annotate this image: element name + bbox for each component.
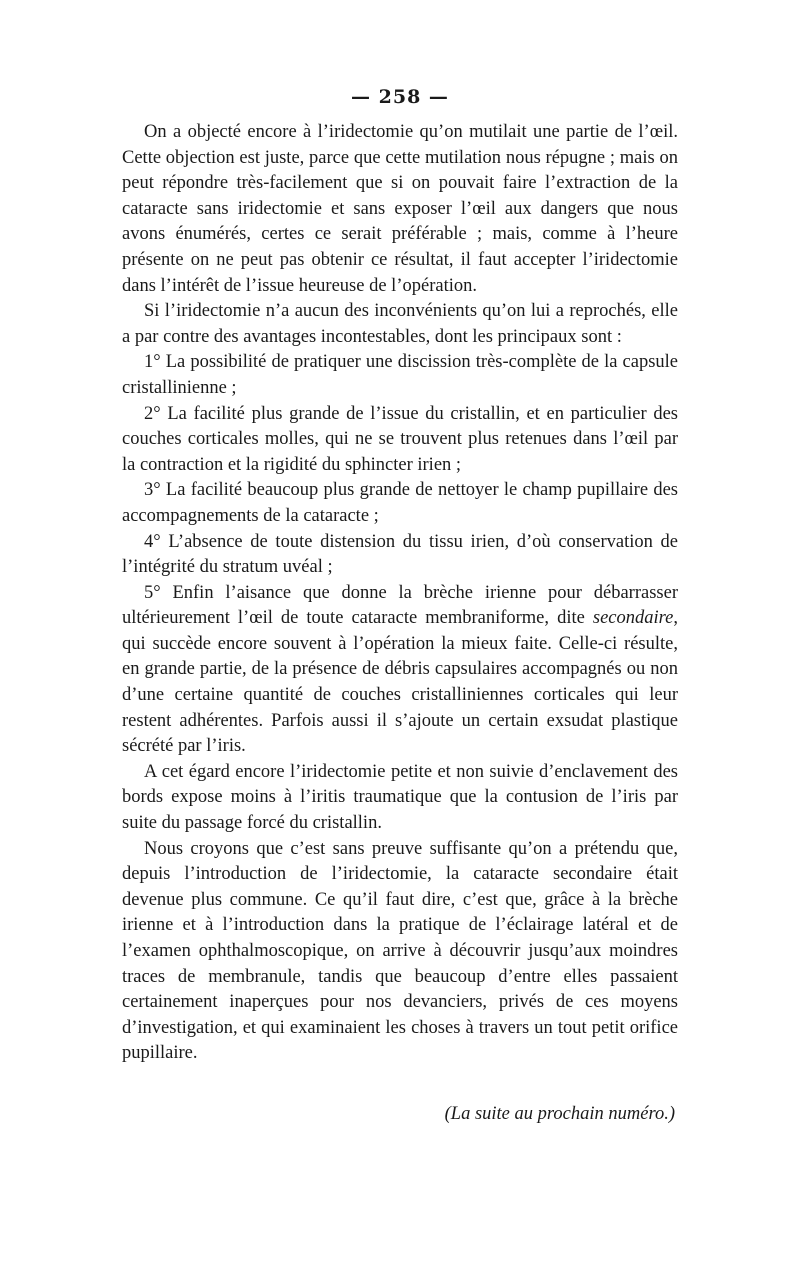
- body-text: [122, 120, 678, 1067]
- list-item-3: 3° La facilité beaucoup plus grande de nettoyer le champ pupillaire des accompagnements de la cataracte ;: [122, 480, 678, 526]
- list-item-5-before: 5° Enfin l’aisance que donne la brèche irienne pour débarrasser ultérieurement l’œil de toute cataracte membraniforme, dite: [122, 582, 678, 629]
- list-item-4: 4° L’absence de toute distension du tissu irien, d’où conservation de l’intégrité du stratum uvéal ;: [122, 531, 678, 578]
- page-number: — 258 —: [351, 86, 449, 108]
- list-item-5-after: , qui succède encore souvent à l’opération la mieux faite. Celle-ci résulte, en grande partie, de la présence de débris capsulaires accompagnés ou non d’une certaine quantité de couches cristalliniennes corticales qui leur restent adhérentes. Parfois aussi il s’ajoute un certain exsudat plastique sécrété par l’iris.: [122, 608, 678, 757]
- paragraph-iritis: A cet égard encore l’iridectomie petite et non suivie d’enclavement des bords expose moins à l’iritis traumatique que la contusion de l’iris par suite du passage forcé du cristallin.: [122, 761, 678, 834]
- list-item-5: [122, 581, 678, 760]
- continuation-note: (La suite au prochain numéro.): [444, 1104, 675, 1124]
- paragraph-secondary-cataract: Nous croyons que c’est sans preuve suffisante qu’on a prétendu que, depuis l’introduction de l’iridectomie, la cataracte secondaire était devenue plus commune. Ce qu’il faut dire, c’est que, grâce à la brèche irienne et à l’introduction dans la pratique de l’éclairage latéral et de l’examen ophthalmoscopique, on arrive à découvrir jusqu’aux moindres traces de membranule, tandis que beaucoup d’entre elles passaient certainement inaperçues pour nos devanciers, privés de ces moyens d’investigation, et qui examinaient les choses à travers un tout petit orifice pupillaire.: [122, 838, 678, 1064]
- list-item-1: 1° La possibilité de pratiquer une discission très-complète de la capsule cristallinienne ;: [122, 352, 678, 398]
- list-item-2: 2° La facilité plus grande de l’issue du cristallin, et en particulier des couches corticales molles, qui ne se trouvent plus retenues dans l’œil par la contraction et la rigidité du sphincter irien ;: [122, 403, 678, 475]
- paragraph-advantages-intro: Si l’iridectomie n’a aucun des inconvénients qu’on lui a reprochés, elle a par contre des avantages incontestables, dont les principaux sont :: [122, 301, 678, 347]
- italic-term-secondaire: secondaire: [592, 608, 674, 629]
- paragraph-objection: On a objecté encore à l’iridectomie qu’on mutilait une partie de l’œil. Cette objection est juste, parce que cette mutilation nous répugne ; mais on peut répondre très-facilement que si on pouvait faire l’extraction de la cataracte sans iridectomie et sans exposer l’œil aux dangers que nous avons énumérés, certes ce serait préférable ; mais, comme à l’heure présente on ne peut pas obtenir ce résultat, il faut accepter l’iridectomie dans l’intérêt de l’issue heureuse de l’opération.: [122, 122, 678, 296]
